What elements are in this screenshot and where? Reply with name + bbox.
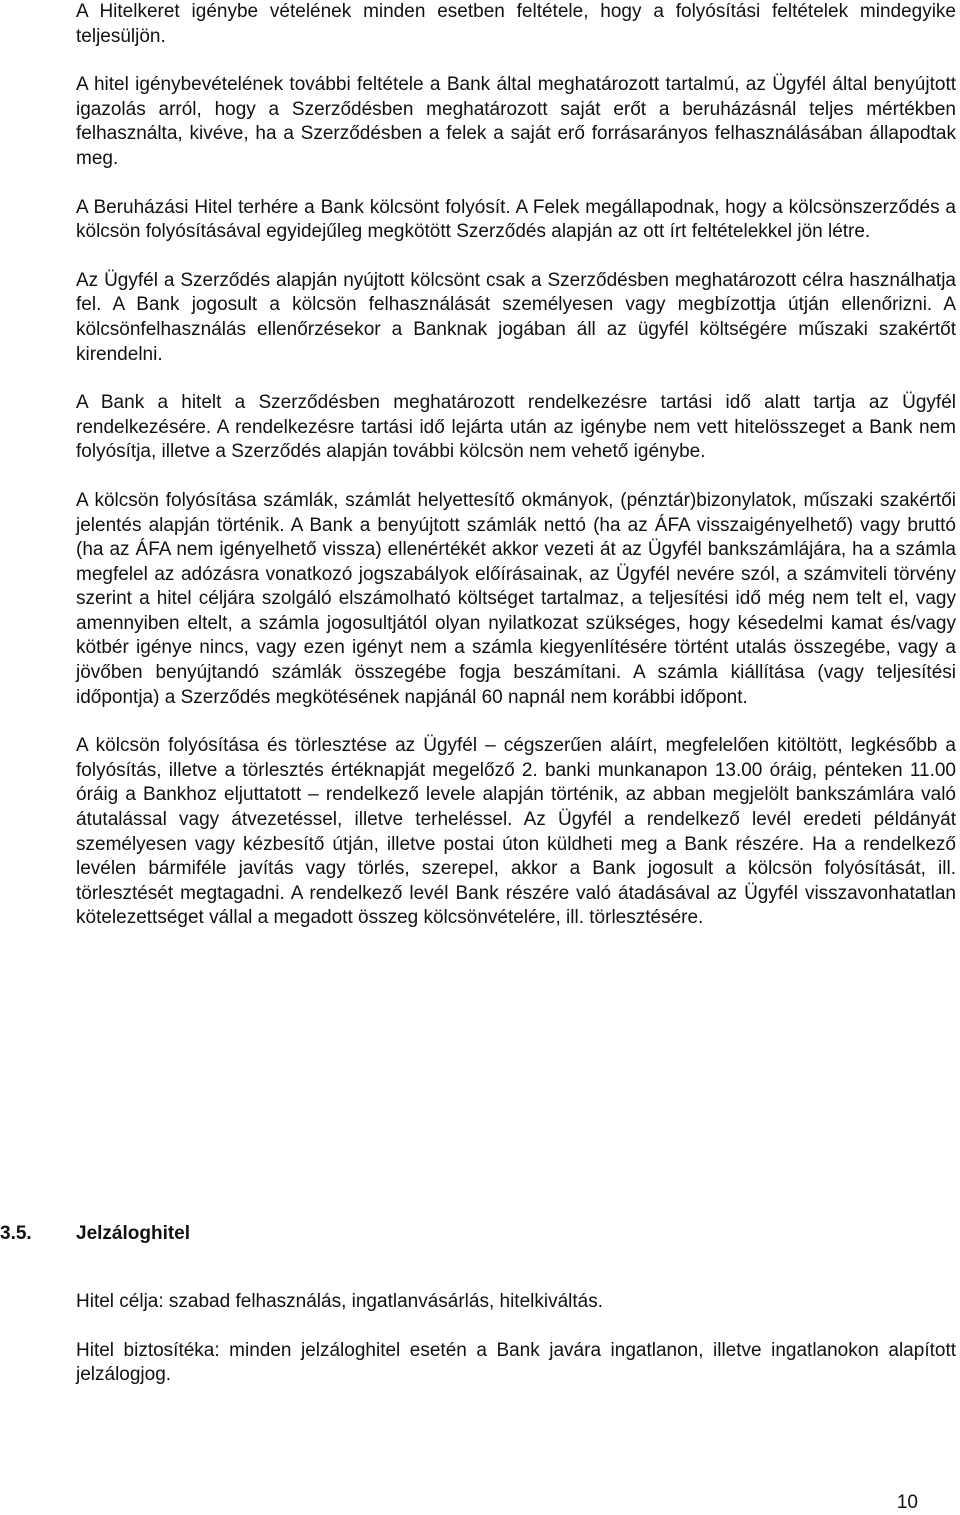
page-number: 10 xyxy=(896,1492,918,1513)
paragraph-3: A Beruházási Hitel terhére a Bank kölcsönt folyósít. A Felek megállapodnak, hogy a kölcsönszerződés a kölcsön folyósításával egyidejűleg megkötött Szerződés alapján az ott írt feltételekkel jön létre. xyxy=(76,196,956,243)
section-title: Jelzáloghitel xyxy=(76,1223,191,1244)
loan-collateral-paragraph: Hitel biztosítéka: minden jelzáloghitel esetén a Bank javára ingatlanon, illetve ingatlanokon alapított jelzálogjog. xyxy=(76,1339,956,1386)
paragraph-2: A hitel igénybevételének további feltétele a Bank által meghatározott tartalmú, az Ügyfél által benyújtott igazolás arról, hogy a Szerződésben meghatározott saját erőt a beruházásnál teljes mértékben felhasználta, kivéve, ha a Szerződésben a felek a saját erő forrásarányos felhasználásában állapodtak meg. xyxy=(76,74,956,169)
paragraph-4: Az Ügyfél a Szerződés alapján nyújtott kölcsönt csak a Szerződésben meghatározott célra használhatja fel. A Bank jogosult a kölcsön felhasználását személyesen vagy megbízottja útján ellenőrizni. A kölcsönfelhasználás ellenőrzésekor a Banknak jogában áll az ügyfél költségére műszaki szakértőt kirendelni. xyxy=(76,269,956,365)
loan-purpose-paragraph: Hitel célja: szabad felhasználás, ingatlanvásárlás, hitelkiváltás. xyxy=(76,1291,603,1312)
document-body xyxy=(76,0,956,955)
section-body xyxy=(76,1290,956,1412)
paragraph-1: A Hitelkeret igénybe vételének minden esetben feltétele, hogy a folyósítási feltételek mindegyike teljesüljön. xyxy=(76,1,956,47)
paragraph-7: A kölcsön folyósítása és törlesztése az Ügyfél – cégszerűen aláírt, megfelelően kitöltött, legkésőbb a folyósítás, illetve a törlesztés értéknapját megelőző 2. banki munkanapon 13.00 óráig, pénteken 11.00 óráig a Bankhoz eljuttatott – rendelkező levele alapján történik, az abban megjelölt bankszámlára való átutalással vagy átvezetéssel, illetve terheléssel. Az Ügyfél a rendelkező levél eredeti példányát személyesen vagy kézbesítő útján, illetve postai úton küldheti meg a Bank részére. Ha a rendelkező levélen bármiféle javítás vagy törlés, szerepel, akkor a Bank jogosult a kölcsön folyósítását, ill. törlesztését megtagadni. A rendelkező levél Bank részére való átadásával az Ügyfél visszavonhatatlan kötelezettséget vállal a megadott összeg kölcsönvételére, ill. törlesztésére. xyxy=(76,735,956,929)
section-number: 3.5. xyxy=(0,1223,32,1244)
paragraph-5: A Bank a hitelt a Szerződésben meghatározott rendelkezésre tartási idő alatt tartja az Ügyfél rendelkezésére. A rendelkezésre tartási idő lejárta után az igénybe nem vett hitelösszeget a Bank nem folyósítja, illetve a Szerződés alapján további kölcsön nem vehető igénybe. xyxy=(76,392,956,463)
paragraph-6: A kölcsön folyósítása számlák, számlát helyettesítő okmányok, (pénztár)bizonylatok, műszaki szakértői jelentés alapján történik. A Bank a benyújtott számlák nettó (ha az ÁFA visszaigényelhető) vagy bruttó (ha az ÁFA nem igényelhető vissza) ellenértékét akkor vezeti át az Ügyfél bankszámlájára, ha a számla megfelel az adózásra vonatkozó jogszabályok előírásainak, az Ügyfél nevére szól, a számviteli törvény szerint a hitel céljára szolgáló elszámolható költséget tartalmaz, a teljesítési idő még nem telt el, vagy amennyiben eltelt, a számla jogosultjától olyan nyilatkozat szükséges, hogy késedelmi kamat és/vagy kötbér igénye nincs, vagy ezen igényt nem a számla kiegyenlítésére történt utalás összegébe, vagy a jövőben benyújtandó számlák összegébe fogja beszámítani. A számla kiállítása (vagy teljesítési időpontja) a Szerződés megkötésének napjánál 60 napnál nem korábbi időpont. xyxy=(76,489,956,708)
